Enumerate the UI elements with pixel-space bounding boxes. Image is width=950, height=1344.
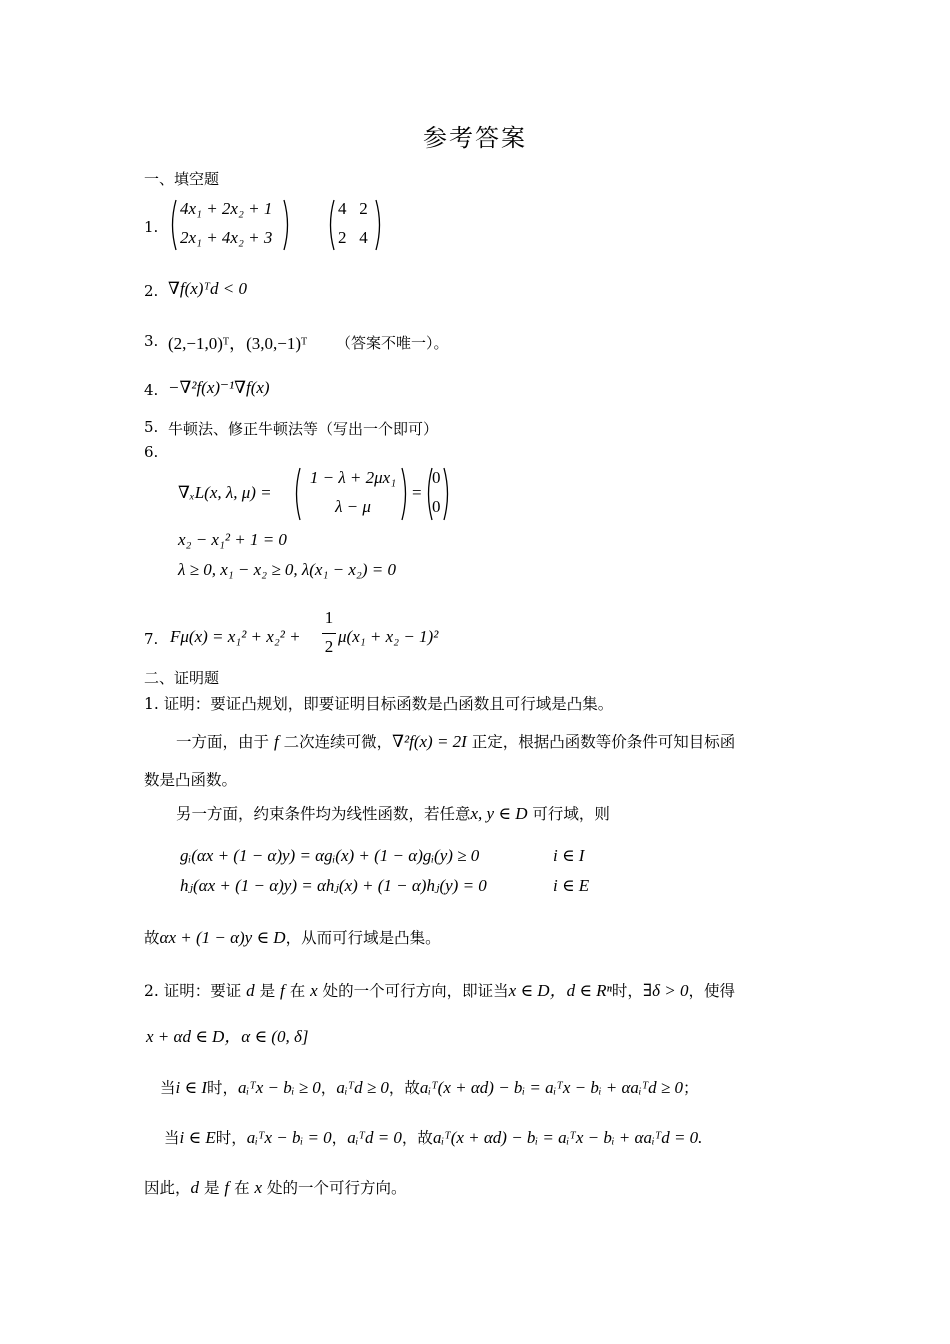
proof1-line2b: 二次连续可微，: [283, 733, 393, 751]
proof1-line5b: ，从而可行域是凸集。: [285, 929, 441, 947]
proof2-case2-expr2: aᵢᵀd = 0: [347, 1128, 402, 1147]
proof2-concl-d: d: [190, 1178, 200, 1197]
proof1-eq2: hⱼ(αx + (1 − α)y) = αhⱼ(x) + (1 − α)hⱼ(y) = 0: [180, 876, 487, 895]
q4-expr: −∇²f(x)⁻¹∇f(x): [168, 378, 270, 397]
proof1-line1: 1. 证明：要证凸规划，即要证明目标函数是凸函数且可行域是凸集。: [144, 695, 614, 713]
proof2-line1e: 处的一个可行方向，即证当: [322, 982, 509, 1000]
proof1-line2: [176, 730, 735, 752]
proof1-eq1: gᵢ(αx + (1 − α)y) = αgᵢ(x) + (1 − α)gᵢ(y) ≥ 0: [180, 846, 480, 865]
proof2-line1g: 时，: [611, 982, 643, 1000]
q7-number: 7.: [144, 630, 159, 648]
q7-frac-num: 1: [324, 608, 334, 627]
proof2-case2-expr1: aᵢᵀx − bᵢ = 0: [246, 1128, 332, 1147]
q3-number: 3.: [144, 332, 159, 350]
q5-text: 牛顿法、修正牛顿法等（写出一个即可）: [168, 420, 439, 438]
proof2-exists: ∃δ > 0: [642, 981, 689, 1000]
q6-vec-row2: λ − μ: [335, 497, 371, 516]
q3-note: （答案不唯一）。: [336, 334, 449, 352]
q6-lhs: ∇ₓL(x, λ, μ) =: [178, 483, 272, 502]
proof2-concl-e: 处的一个可行方向。: [267, 1179, 407, 1197]
proof2-f: f: [280, 981, 285, 1000]
q1-number: 1.: [144, 218, 159, 236]
proof2-case2: 当i ∈ E时，aᵢᵀx − bᵢ = 0，aᵢᵀd = 0，故aᵢᵀ(x + αd) − bᵢ = aᵢᵀx − bᵢ + αaᵢᵀd = 0.: [164, 1128, 703, 1147]
q6-rhs-row1: 0: [432, 468, 441, 487]
q1-mat-right-paren: [374, 198, 384, 252]
proof1-eq2-cond: i ∈ E: [553, 876, 590, 895]
proof2-case1-expr3: aᵢᵀ(x + αd) − bᵢ = aᵢᵀx − bᵢ + αaᵢᵀd ≥ 0: [419, 1078, 684, 1097]
proof2-case1b: 时，: [206, 1079, 238, 1097]
q1-mat-left-paren: [326, 198, 336, 252]
q6-rhs-right-paren: [442, 466, 452, 522]
proof2-case1a: 当: [160, 1079, 176, 1097]
q2-expr: ∇f(x)ᵀd < 0: [168, 279, 247, 298]
proof2-case2c: ，故: [401, 1129, 433, 1147]
q2-number: 2.: [144, 282, 159, 300]
q1-vec-row2: 2x₁ + 4x₂ + 3: [180, 228, 273, 247]
q4-number: 4.: [144, 381, 159, 399]
section1-heading: 一、填空题: [144, 170, 220, 188]
proof2-x: x: [310, 981, 318, 1000]
q6-equals: =: [412, 483, 422, 502]
proof2-case1-expr2: aᵢᵀd ≥ 0: [336, 1078, 389, 1097]
proof2-concl-x: x: [254, 1178, 263, 1197]
proof2-concl-f: f: [224, 1178, 230, 1197]
q1-mat-row2: 2 4: [338, 228, 368, 247]
proof2-d: d: [246, 981, 255, 1000]
proof2-concl-a: 因此，: [144, 1179, 191, 1197]
q6-line2: x₂ − x₁² + 1 = 0: [178, 530, 287, 549]
q7-lhs: Fμ(x) = x₁² + x₂² +: [170, 627, 301, 646]
proof2-concl-c: 在: [234, 1179, 250, 1197]
proof2-case1-end: ；: [683, 1079, 699, 1097]
proof1-convex-comb: αx + (1 − α)y ∈ D: [159, 928, 286, 947]
q6-line3: λ ≥ 0, x₁ − x₂ ≥ 0, λ(x₁ − x₂) = 0: [178, 560, 396, 579]
proof2-case2-expr3: aᵢᵀ(x + αd) − bᵢ = aᵢᵀx − bᵢ + αaᵢᵀd = 0.: [432, 1128, 703, 1147]
proof2-concl-b: 是: [203, 1179, 220, 1197]
q7-frac-bar: [322, 633, 336, 634]
q1-mat-row1: 4 2: [338, 199, 368, 218]
proof1-line3: 数是凸函数。: [144, 771, 238, 789]
proof1-hessian: ∇²f(x) = 2I: [392, 732, 467, 751]
q1-vec-right-paren: [282, 198, 292, 252]
q1-vec-left-paren: [168, 198, 178, 252]
q3-expr: (2,−1,0)ᵀ，(3,0,−1)ᵀ: [168, 334, 308, 353]
proof1-xy: x, y ∈ D: [470, 804, 528, 823]
q7-frac-den: 2: [324, 637, 334, 656]
proof1-line4b: 可行域，则: [532, 805, 610, 823]
proof2-conclusion: [144, 1176, 407, 1198]
proof2-case2a: 当: [164, 1129, 180, 1147]
proof2-line1: [144, 976, 735, 1001]
page-title: 参考答案: [423, 124, 527, 152]
proof1-f: f: [273, 732, 279, 751]
proof2-cond: x ∈ D，d ∈ Rⁿ: [508, 981, 612, 1000]
proof1-eq1-cond: i ∈ I: [553, 846, 585, 865]
q6-vec-right-paren: [400, 466, 410, 522]
proof2-case1: 当i ∈ I时，aᵢᵀx − bᵢ ≥ 0，aᵢᵀd ≥ 0，故aᵢᵀ(x + αd) − bᵢ = aᵢᵀx − bᵢ + αaᵢᵀd ≥ 0；: [160, 1078, 699, 1097]
q6-number: 6.: [144, 443, 159, 461]
proof2-case2-cond: i ∈ E: [179, 1128, 216, 1147]
q6-vec-row1: 1 − λ + 2μx₁: [309, 468, 397, 487]
proof1-line2a: 一方面，由于: [176, 733, 270, 751]
proof1-line4: [176, 802, 610, 824]
proof1-line5a: 故: [144, 929, 160, 947]
proof2-case2b: 时，: [215, 1129, 247, 1147]
proof2-case1-expr1: aᵢᵀx − bᵢ ≥ 0: [238, 1078, 321, 1097]
proof2-case1c: ，故: [388, 1079, 420, 1097]
proof2-case1-cond: i ∈ I: [175, 1078, 207, 1097]
proof1-line2c: 正定，根据凸函数等价条件可知目标函: [471, 733, 736, 751]
q5-number: 5.: [144, 418, 159, 436]
proof1-line4a: 另一方面，约束条件均为线性函数，若任意: [176, 805, 471, 823]
q7-rhs: μ(x₁ + x₂ − 1)²: [338, 627, 439, 646]
proof1-line5: [144, 926, 441, 948]
proof2-line1h: ，使得: [688, 982, 736, 1000]
q6-vec-left-paren: [292, 466, 302, 522]
section2-heading: 二、证明题: [144, 669, 220, 687]
proof2-line1a: 2. 证明：要证: [144, 982, 242, 1000]
q6-rhs-row2: 0: [432, 497, 441, 516]
q1-vec-row1: 4x₁ + 2x₂ + 1: [180, 199, 273, 218]
proof2-line1b: 是: [259, 982, 276, 1000]
proof2-line2: x + αd ∈ D，α ∈ (0, δ]: [146, 1027, 309, 1046]
proof2-line1c: 在: [289, 982, 306, 1000]
